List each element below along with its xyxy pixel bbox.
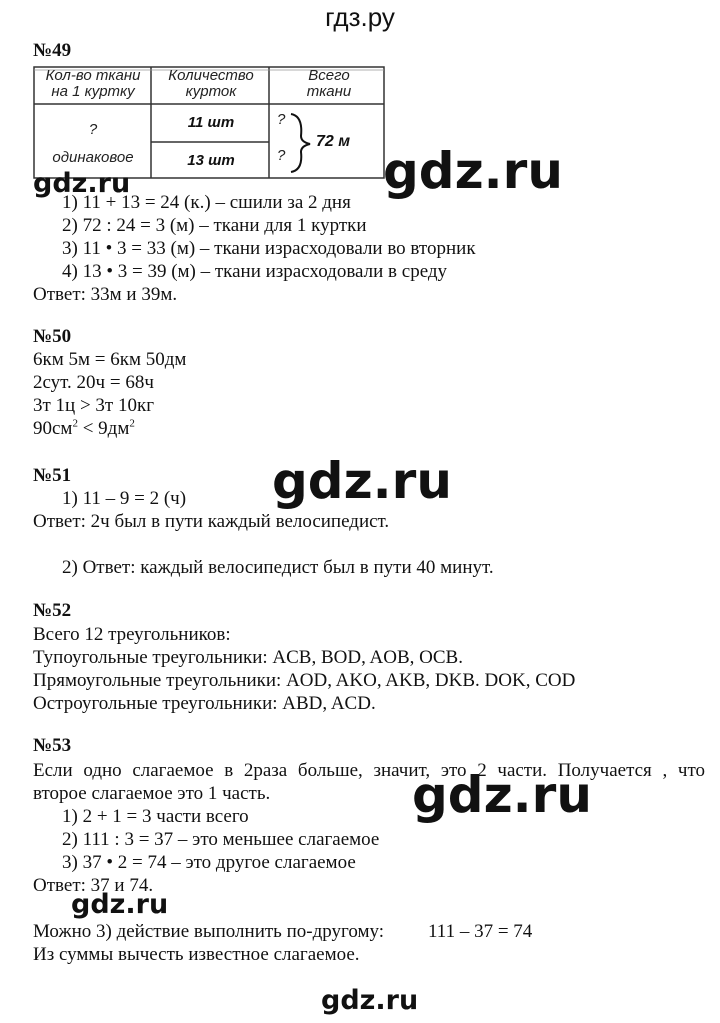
task-52-line-3: Прямоугольные треугольники: AOD, AKO, AKB, DKB. DOK, COD [33,670,576,691]
task-53-alt-equation: 111 – 37 = 74 [428,921,533,942]
table-cell-13-pcs: 13 шт [187,152,235,169]
task-50-line-3: 3т 1ц > 3т 10кг [33,395,155,416]
task-49-step-2: 2) 72 : 24 = 3 (м) – ткани для 1 куртки [62,215,367,236]
watermark: gdz.ru [272,452,452,510]
task-53-number: №53 [33,735,72,756]
table-cell-unknown-1: ? [277,111,286,128]
task-53-step-3: 3) 37 • 2 = 74 – это другое слагаемое [62,852,356,873]
task-53-alt-explanation: Из суммы вычесть известное слагаемое. [33,944,360,965]
task-50-number: №50 [33,326,72,347]
table-cell-total: 72 м [316,133,351,150]
task-50-line-2: 2сут. 20ч = 68ч [33,372,154,393]
task-49-step-1: 1) 11 + 13 = 24 (к.) – сшили за 2 дня [62,192,351,213]
table-header-total-fabric: Всего ткани [306,67,352,100]
task-52-number: №52 [33,600,72,621]
task-53-answer: Ответ: 37 и 74. [33,875,154,896]
task-52-line-2: Тупоугольные треугольники: ACB, BOD, AOB, OCB. [33,647,463,668]
task-53-alt-method: Можно 3) действие выполнить по-другому: [33,921,385,942]
table-cell-unknown: ? [88,121,98,138]
task-52-line-4: Остроугольные треугольники: ABD, ACD. [33,693,376,714]
table-cell-11-pcs: 11 шт [187,114,235,131]
table-header-fabric-per-jacket: Кол-во ткани на 1 куртку [45,67,141,100]
task-53-step-2: 2) 111 : 3 = 37 – это меньшее слагаемое [62,829,380,850]
task-51-answer-1: Ответ: 2ч был в пути каждый велосипедист. [33,511,390,532]
table-cell-same: одинаковое [52,149,134,166]
watermark: gdz.ru [383,142,563,200]
task-49-answer: Ответ: 33м и 39м. [33,284,178,305]
task-50-line-4: $90см^2 < 9дм^2$ [33,417,135,439]
watermark: gdz.ru [71,889,169,920]
watermark: gdz.ru [412,766,592,824]
watermark: gdz.ru [321,985,419,1016]
table-header-jacket-count: Количество курток [168,67,254,100]
table-cell-unknown-2: ? [277,147,286,164]
task-53-step-1: 1) 2 + 1 = 3 части всего [62,806,249,827]
task-51-number: №51 [33,465,72,486]
task-52-line-1: Всего 12 треугольников: [33,624,231,645]
task-51-step-1: 1) 11 – 9 = 2 (ч) [62,488,187,509]
task-50-line-1: 6км 5м = 6км 50дм [33,349,187,370]
task-51-answer-2: 2) Ответ: каждый велосипедист был в пути 40 минут. [62,557,494,578]
site-title: гдз.ру [325,2,395,32]
watermark: gdz.ru [33,168,131,199]
task-53-paragraph-2: второе слагаемое это 1 часть. [33,783,271,804]
task-49-step-3: 3) 11 • 3 = 33 (м) – ткани израсходовали во вторник [62,238,476,259]
task-49-number: №49 [33,40,72,61]
task-53-paragraph-1: Если одно слагаемое в 2раза больше, значит, это 2 части. Получается , что [33,760,705,781]
task-49-step-4: 4) 13 • 3 = 39 (м) – ткани израсходовали в среду [62,261,448,282]
